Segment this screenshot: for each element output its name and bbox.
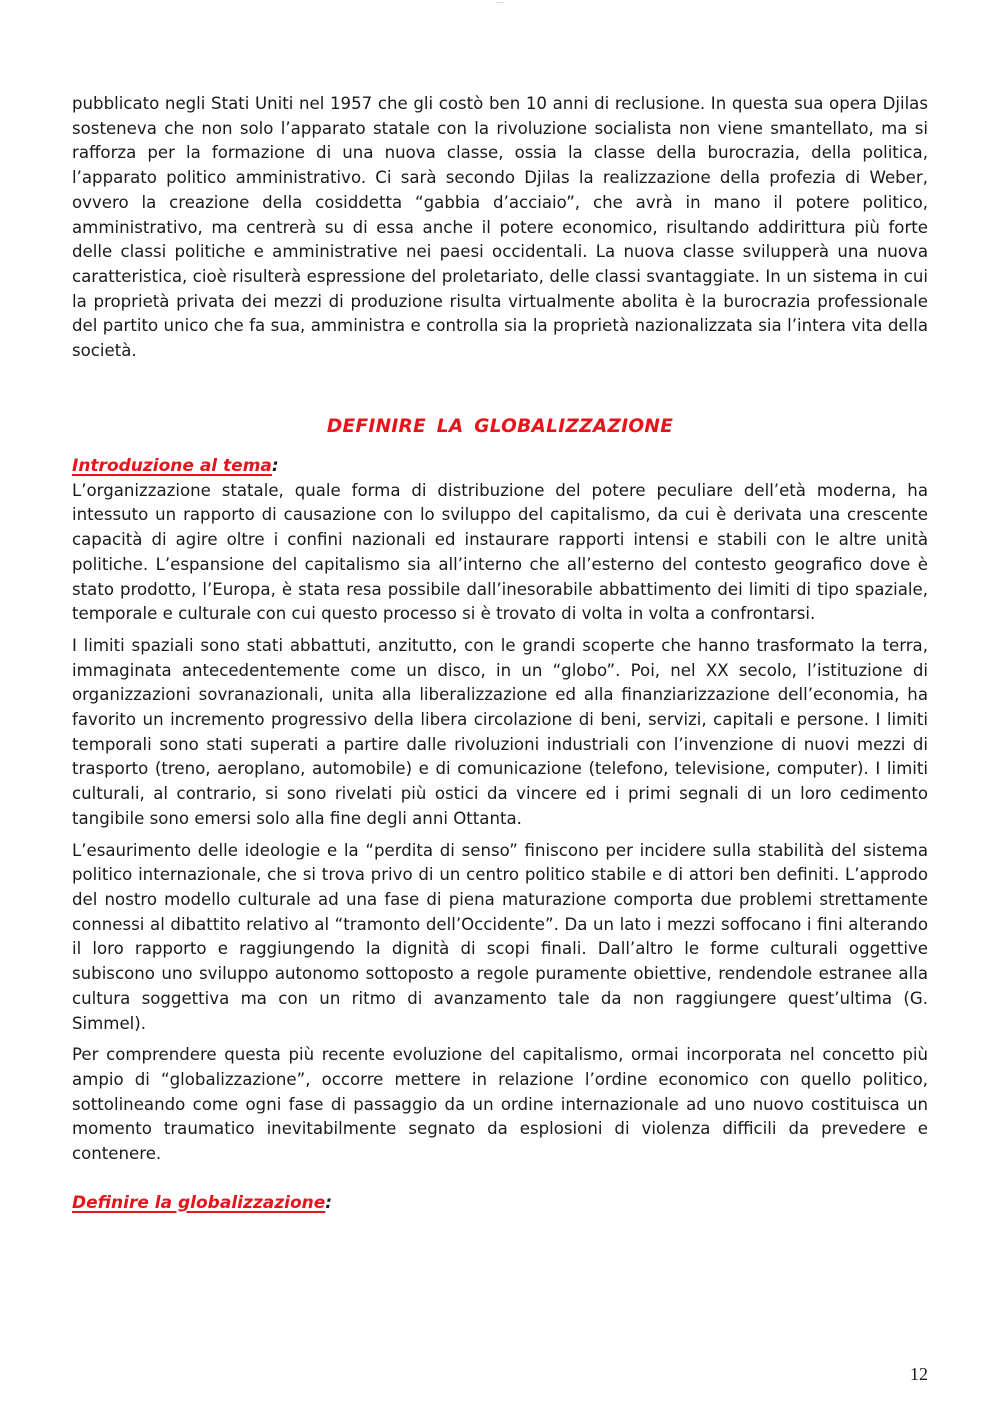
subheading-introduzione-colon: : — [271, 455, 279, 476]
page-number: 12 — [910, 1364, 928, 1384]
page-content — [72, 92, 928, 1216]
header-mark: —— — [496, 0, 504, 5]
paragraph-djilas: pubblicato negli Stati Uniti nel 1957 che gli costò ben 10 anni di reclusione. In questa sua opera Djilas sosteneva che non solo l’apparato statale con la rivoluzione socialista non viene smantellato, ma si rafforza per la formazione di una nuova classe, ossia la classe della burocrazia, della politica, l’apparato politico amministrativo. Ci sarà secondo Djilas la realizzazione della profezia di Weber, ovvero la creazione della cosiddetta “gabbia d’acciaio”, che avrà in mano il potere politico, amministrativo, ma centrerà su di essa anche il potere economico, risultando addirittura più forte delle classi politiche e amministrative nei paesi occidentali. La nuova classe svilupperà una nuova caratteristica, cioè risulterà espressione del proletariato, delle classi svantaggiate. In un sistema in cui la proprietà privata dei mezzi di produzione risulta virtualmente abolita è la burocrazia professionale del partito unico che fa sua, amministra e controlla sia la proprietà nazionalizzata sia l’intera vita della società. — [72, 94, 928, 361]
subheading-definire-label: Definire la globalizzazione — [72, 1192, 326, 1213]
subheading-definire — [72, 1191, 928, 1216]
subheading-introduzione — [72, 454, 928, 479]
paragraph-limiti-spaziali: I limiti spaziali sono stati abbattuti, anzitutto, con le grandi scoperte che hanno trasformato la terra, immaginata antecedentemente come un disco, in un “globo”. Poi, nel XX secolo, l’istituzione di organizzazioni sovranazionali, unita alla liberalizzazione ed alla finanziarizzazione dell’economia, ha favorito un incremento progressivo della libera circolazione di beni, servizi, capitali e persone. I limiti temporali sono stati superati a partire dalle rivoluzioni industriali con l’invenzione di nuovi mezzi di trasporto (treno, aeroplano, automobile) e di comunicazione (telefono, televisione, computer). I limiti culturali, al contrario, si sono rivelati più ostici da vincere ed i primi segnali di un loro cedimento tangibile sono emersi solo alla fine degli anni Ottanta. — [72, 635, 928, 828]
paragraph-esaurimento-ideologie: L’esaurimento delle ideologie e la “perdita di senso” finiscono per incidere sulla stabilità del sistema politico internazionale, che si trova privo di un centro politico stabile e di attori ben definiti. L’approdo del nostro modello culturale ad una fase di piena maturazione comporta due problemi strettamente connessi al dibattito relativo al “tramonto dell’Occidente”. Da un lato i mezzi soffocano i fini alterando il loro rapporto e raggiungendo la dignità di scopi finali. Dall’altro le forme culturali oggettive subiscono uno sviluppo autonomo sottoposto a regole puramente obiettive, rendendole estranee alla cultura soggettiva ma con un ritmo di avanzamento tale da non raggiungere quest’ultima (G. Simmel). — [72, 840, 928, 1033]
section-heading: DEFINIRE LA GLOBALIZZAZIONE — [326, 415, 674, 437]
subheading-introduzione-label: Introduzione al tema — [72, 455, 272, 476]
paragraph-evoluzione-capitalismo: Per comprendere questa più recente evoluzione del capitalismo, ormai incorporata nel concetto più ampio di “globalizzazione”, occorre mettere in relazione l’ordine economico con quello politico, sottolineando come ogni fase di passaggio da un ordine internazionale ad uno nuovo costituisca un momento traumatico inevitabilmente segnato da esplosioni di violenza difficili da prevedere e contenere. — [72, 1045, 928, 1164]
subheading-definire-colon: : — [325, 1192, 333, 1213]
paragraph-organizzazione-statale: L’organizzazione statale, quale forma di distribuzione del potere peculiare dell’età moderna, ha intessuto un rapporto di causazione con lo sviluppo del capitalismo, da cui è derivata una crescente capacità di agire oltre i confini nazionali ed instaurare rapporti intensi e stabili con le altre unità politiche. L’espansione del capitalismo sia all’interno che all’esterno del contesto geografico dove è stato prodotto, l’Europa, è stata resa possibile dall’inesorabile abbattimento dei limiti di tipo spaziale, temporale e culturale con cui questo processo si è trovato di volta in volta a confrontarsi. — [72, 480, 928, 624]
